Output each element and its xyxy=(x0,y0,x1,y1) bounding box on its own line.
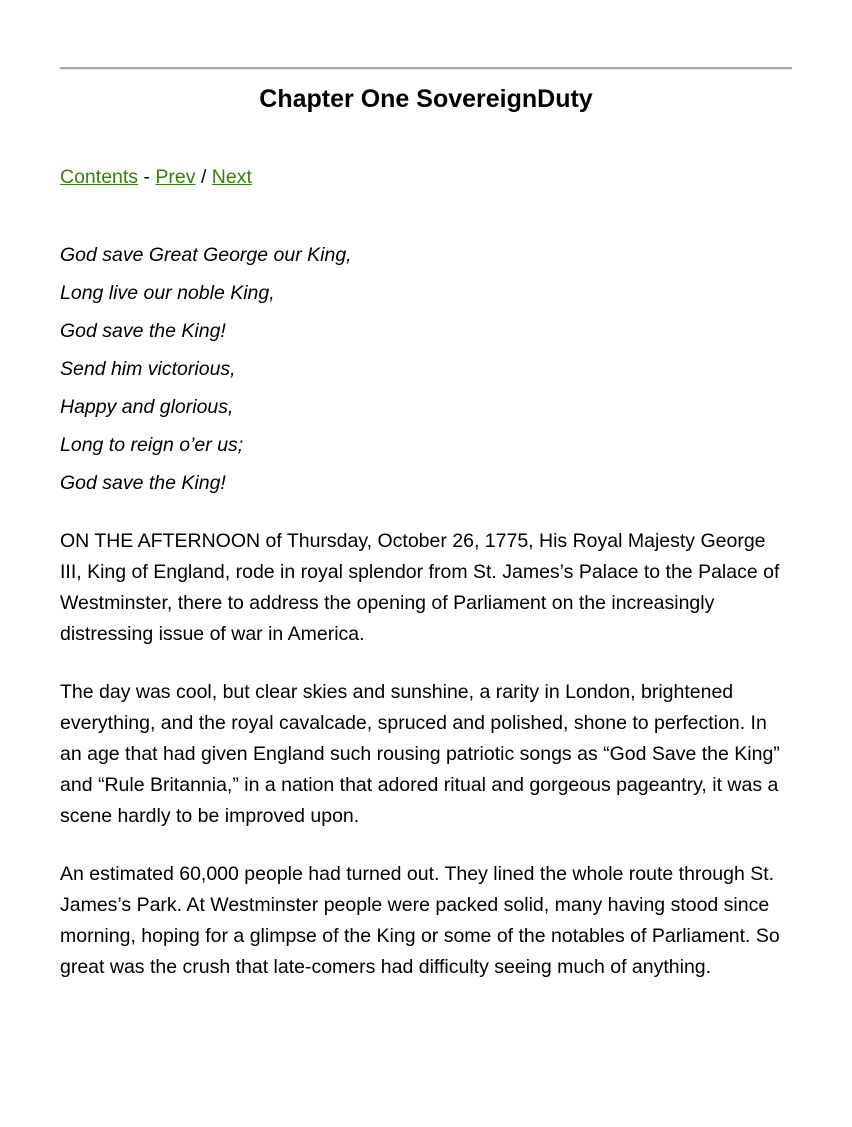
chapter-nav xyxy=(60,165,792,189)
nav-separator-dash: - xyxy=(143,166,150,188)
body-paragraph-2: The day was cool, but clear skies and sunshine, a rarity in London, brightened everything, and the royal cavalcade, spruced and polished, shone to perfection. In an age that had given England such rousing patriotic songs as “God Save the King” and “Rule Britannia,” in a nation that adored ritual and gorgeous pageantry, it was a scene hardly to be improved upon. xyxy=(60,681,780,827)
contents-link[interactable]: Contents xyxy=(60,166,139,188)
next-link[interactable]: Next xyxy=(211,166,252,188)
prev-link[interactable]: Prev xyxy=(155,166,196,188)
verse-line-5: Happy and glorious, xyxy=(60,396,234,418)
nav-separator-slash: / xyxy=(200,166,207,188)
verse-line-7: God save the King! xyxy=(60,472,226,494)
body-paragraph-3: An estimated 60,000 people had turned out. They lined the whole route through St. James’s Park. At Westminster people were packed solid, many having stood since morning, hoping for a glimpse of the King or some of the notables of Parliament. So great was the crush that late-comers had difficulty seeing much of anything. xyxy=(60,863,780,978)
verse-line-2: Long live our noble King, xyxy=(60,282,275,304)
top-divider-rule xyxy=(60,67,792,70)
verse-line-3: God save the King! xyxy=(60,320,226,342)
verse-line-6: Long to reign o’er us; xyxy=(60,434,244,456)
anthem-verse xyxy=(60,240,792,499)
verse-line-1: God save Great George our King, xyxy=(60,244,352,266)
chapter-title: Chapter One SovereignDuty xyxy=(259,85,593,113)
verse-line-4: Send him victorious, xyxy=(60,358,236,380)
chapter-page xyxy=(0,67,852,1127)
body-paragraph-1: ON THE AFTERNOON of Thursday, October 26, 1775, His Royal Majesty George III, King of England, rode in royal splendor from St. James’s Palace to the Palace of Westminster, there to address the opening of Parliament on the increasingly distressing issue of war in America. xyxy=(60,530,780,645)
